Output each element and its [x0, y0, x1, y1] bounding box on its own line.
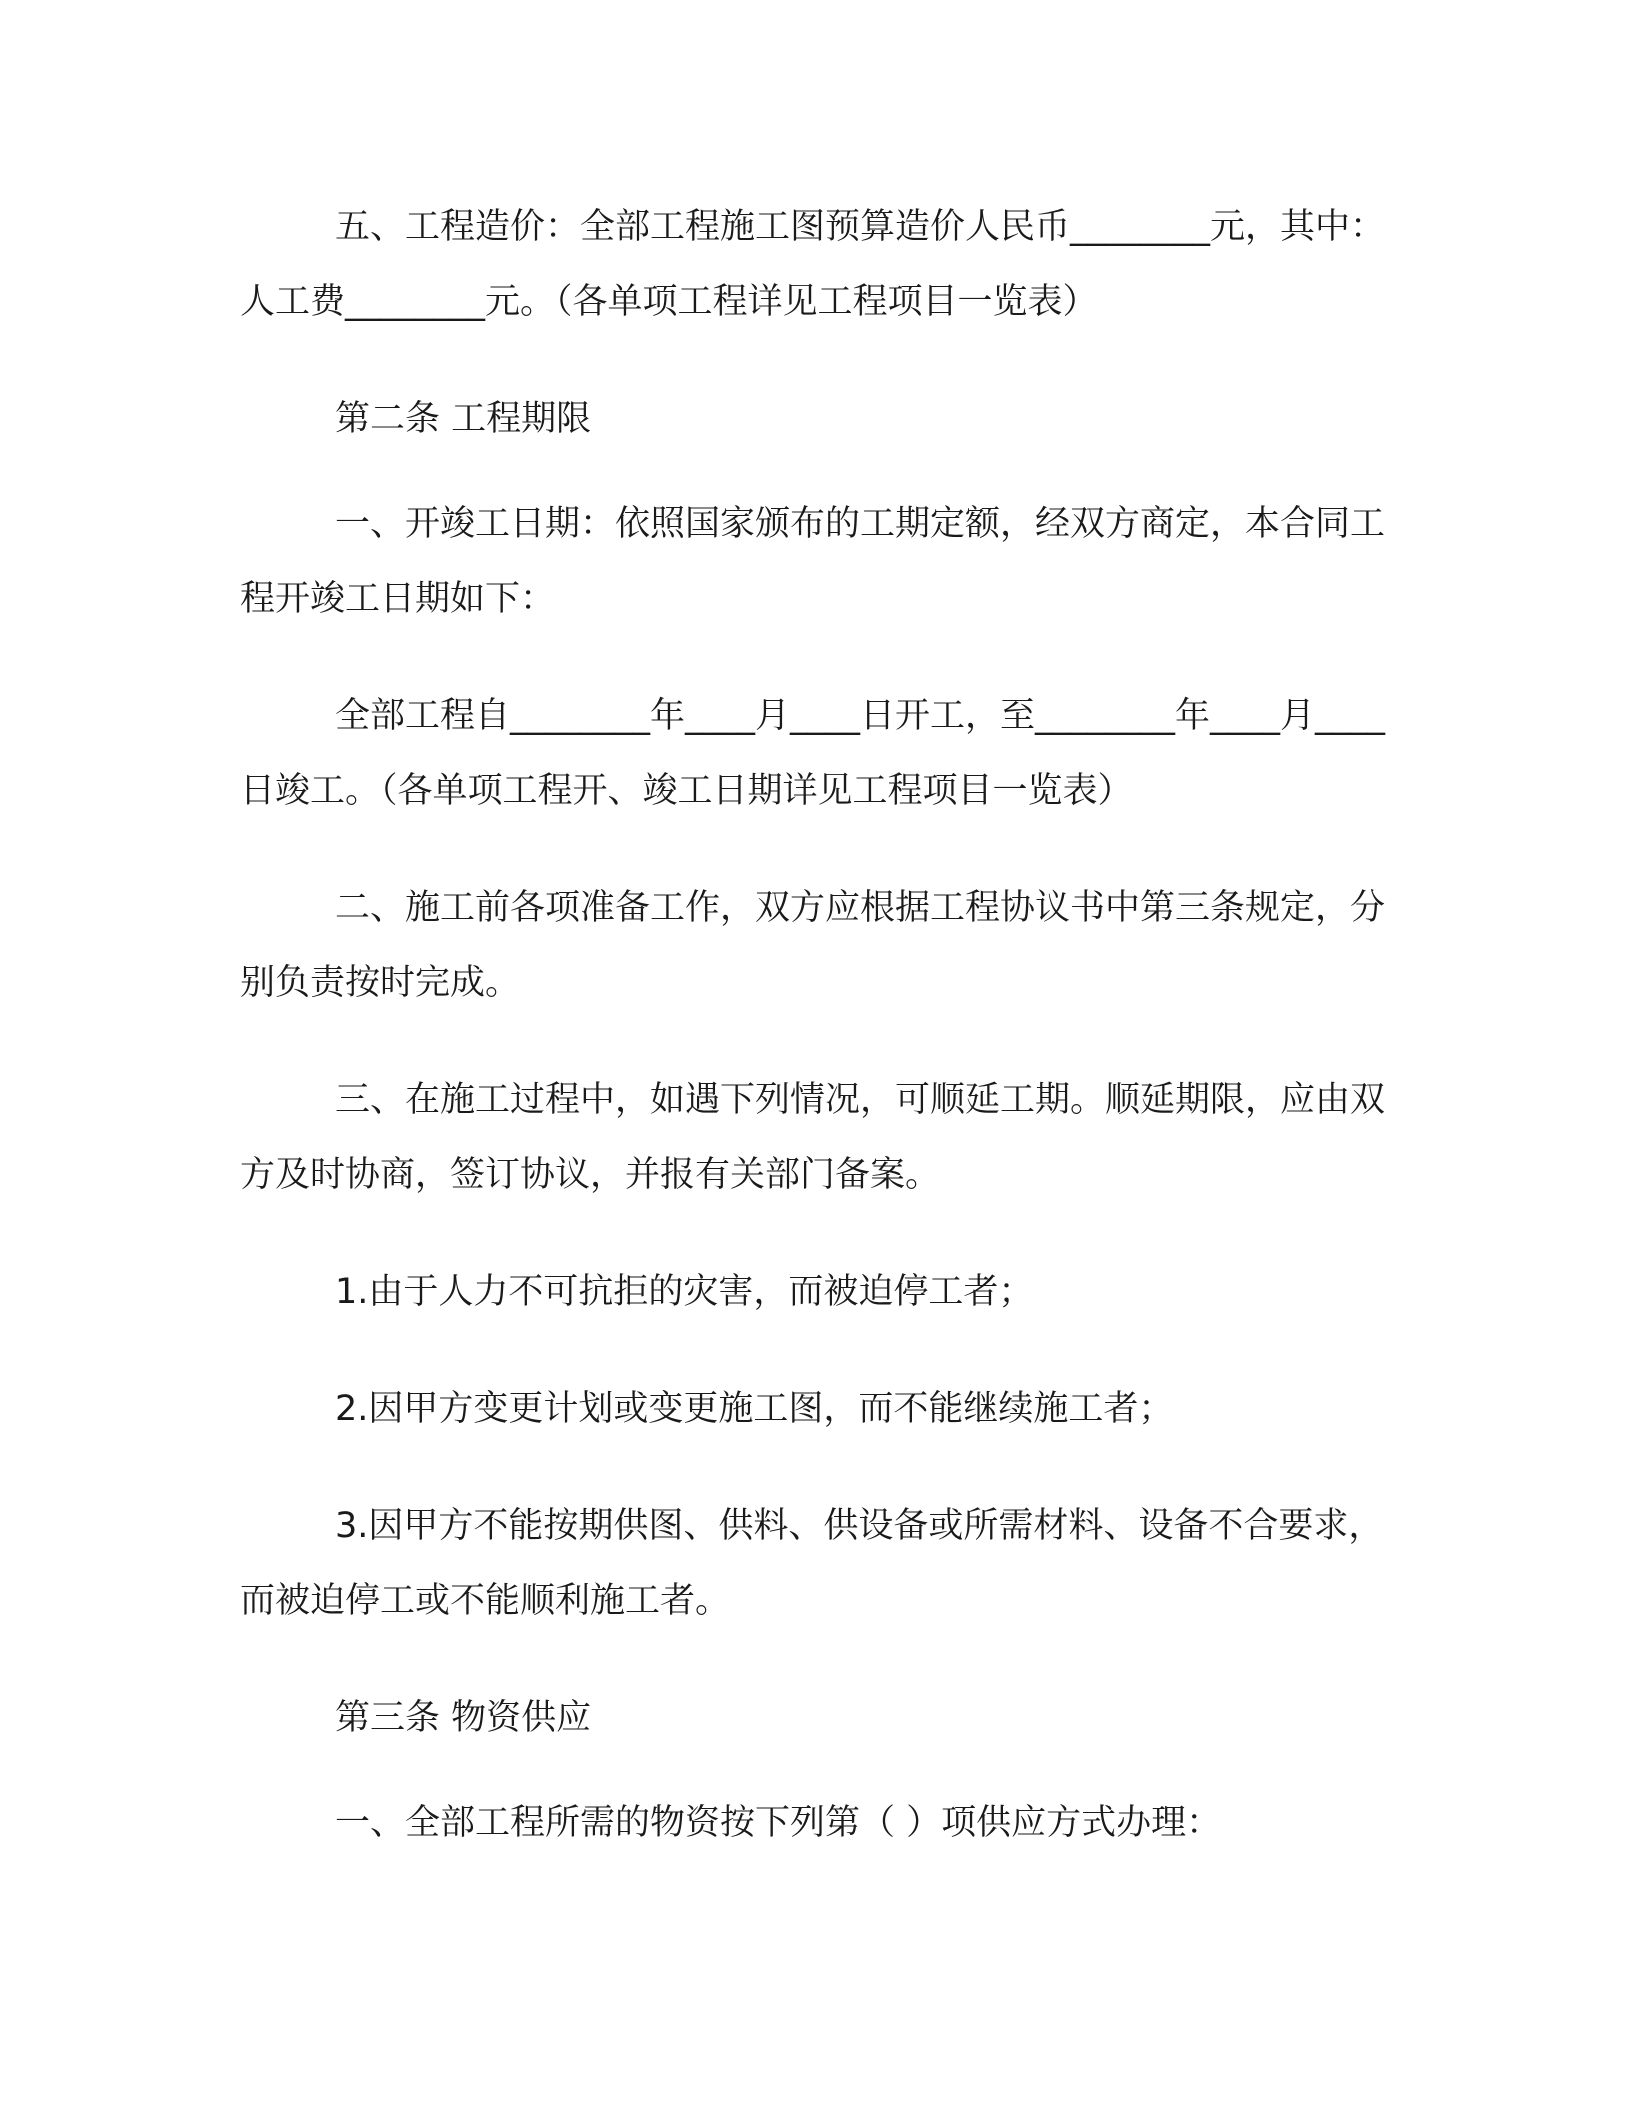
document-body	[240, 190, 1400, 1903]
schedule-dates-paragraph: 全部工程自________年____月____日开工，至________年____月____日竣工。（各单项工程开、竣工日期详见工程项目一览表）	[240, 696, 1386, 811]
clause-1-material-supply: 一、全部工程所需的物资按下列第（ ）项供应方式办理：	[335, 1803, 1222, 1843]
extension-item-1: 1.由于人力不可抗拒的灾害，而被迫停工者；	[335, 1272, 1034, 1312]
article-3-heading: 第三条 物资供应	[335, 1698, 592, 1738]
clause-5-project-cost: 五、工程造价：全部工程施工图预算造价人民币________元，其中：人工费________元。（各单项工程详见工程项目一览表）	[240, 207, 1386, 322]
clause-3-extension: 三、在施工过程中，如遇下列情况，可顺延工期。顺延期限，应由双方及时协商，签订协议，并报有关部门备案。	[240, 1080, 1386, 1195]
extension-item-3: 3.因甲方不能按期供图、供料、供设备或所需材料、设备不合要求，而被迫停工或不能顺利施工者。	[240, 1506, 1384, 1621]
article-2-heading: 第二条 工程期限	[335, 399, 592, 439]
clause-2-preparation: 二、施工前各项准备工作，双方应根据工程协议书中第三条规定，分别负责按时完成。	[240, 888, 1386, 1003]
clause-1-start-completion-dates: 一、开竣工日期：依照国家颁布的工期定额，经双方商定，本合同工程开竣工日期如下：	[240, 504, 1386, 619]
extension-item-2: 2.因甲方变更计划或变更施工图，而不能继续施工者；	[335, 1389, 1174, 1429]
